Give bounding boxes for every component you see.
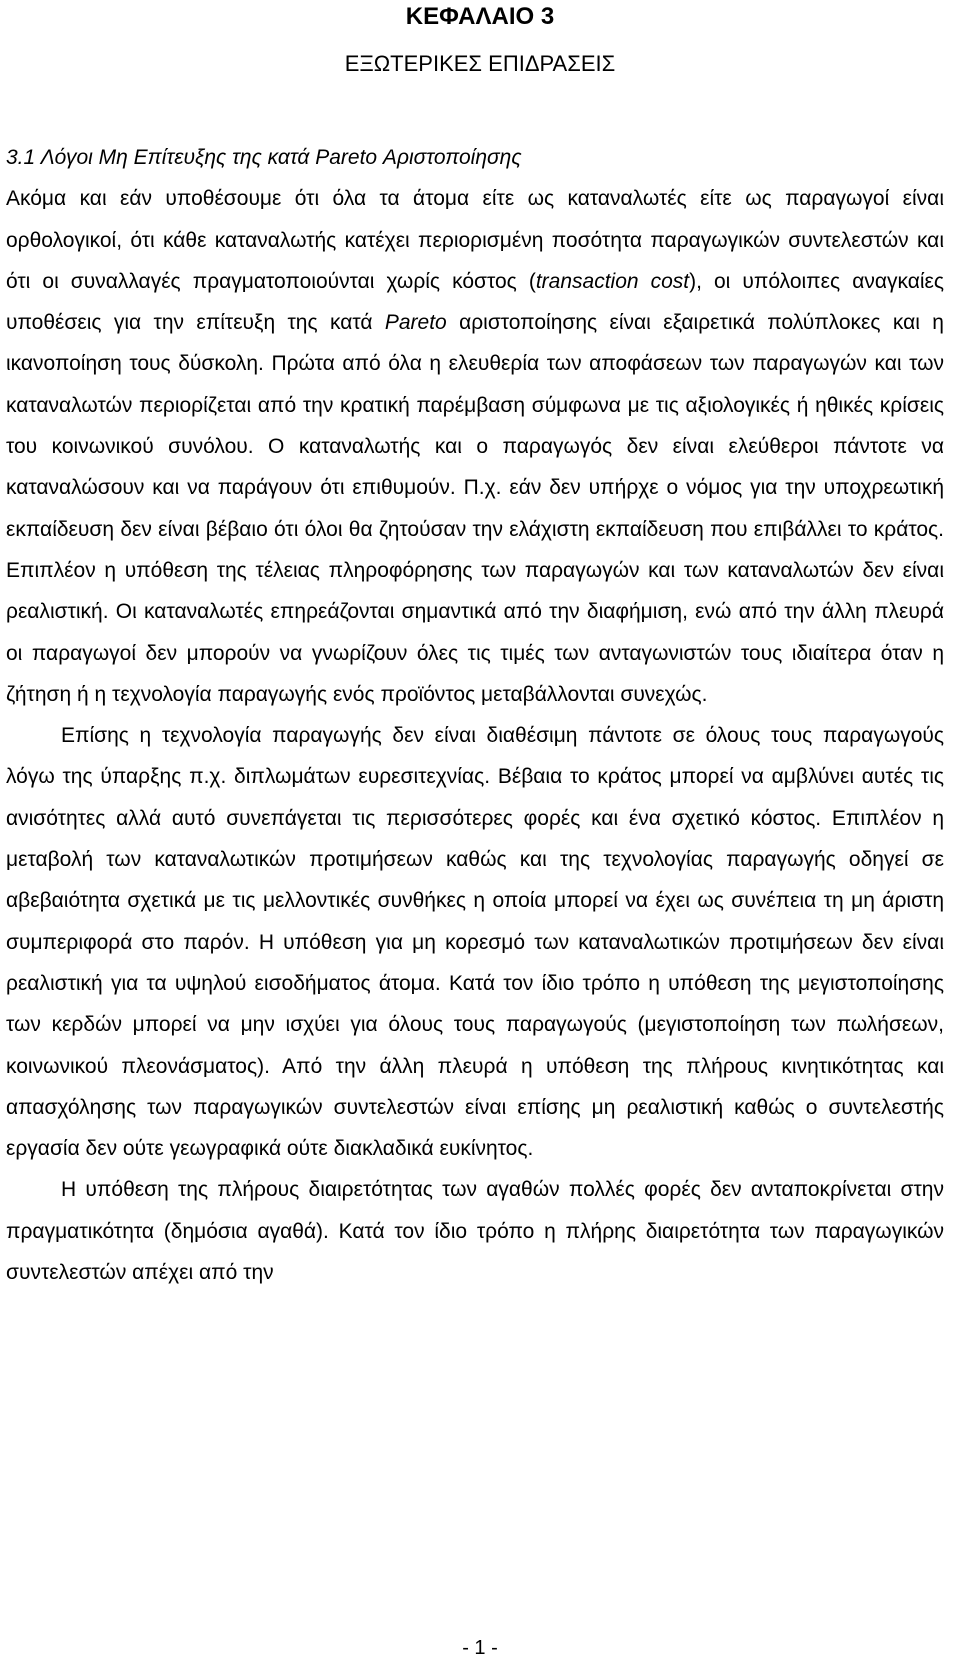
paragraph-1-part-a: Ακόμα και εάν υποθέσουμε ότι όλα τα άτομα είτε ως καταναλωτές είτε ως παραγωγοί είναι ορθολογικοί, ότι κάθε καταναλωτής κατέχει περιορισμένη ποσότητα παραγωγικών συντελεστών και ότι οι συναλλαγές πραγματοποιούνται χωρίς κόστος (: [6, 187, 944, 293]
page-number: - 1 -: [462, 1637, 498, 1659]
term-transaction-cost: transaction cost: [535, 269, 690, 293]
chapter-title: ΚΕΦΑΛΑΙΟ 3: [405, 3, 555, 30]
section-heading: 3.1 Λόγοι Μη Επίτευξης της κατά Pareto Αριστοποίησης: [6, 146, 522, 169]
chapter-subtitle: ΕΞΩΤΕΡΙΚΕΣ ΕΠΙΔΡΑΣΕΙΣ: [344, 51, 616, 76]
paragraph-3: Η υπόθεση της πλήρους διαιρετότητας των αγαθών πολλές φορές δεν ανταποκρίνεται στην πραγματικότητα (δημόσια αγαθά). Κατά τον ίδιο τρόπο η πλήρης διαιρετότητα των παραγωγικών συντελεστών απέχει από την: [6, 1178, 944, 1285]
paragraph-1-part-c: αριστοποίησης είναι εξαιρετικά πολύπλοκες και η ικανοποίηση τους δύσκολη. Πρώτα από όλα η ελευθερία των αποφάσεων των παραγωγών και των καταναλωτών περιορίζεται από την κρατική παρέμβαση σύμφωνα με τις αξιολογικές ή ηθικές κρίσεις του κοινωνικού συνόλου. Ο καταναλωτής και ο παραγωγός δεν είναι ελεύθεροι πάντοτε να καταναλώσουν και να παράγουν ότι επιθυμούν. Π.χ. εάν δεν υπήρχε ο νόμος για την υποχρεωτική εκπαίδευση δεν είναι βέβαιο ότι όλοι θα ζητούσαν την ελάχιστη εκπαίδευση που επιβάλλει το κράτος. Επιπλέον η υπόθεση της τέλειας πληροφόρησης των παραγωγών και των καταναλωτών δεν είναι ρεαλιστική. Οι καταναλωτές επηρεάζονται σημαντικά από την διαφήμιση, ενώ από την άλλη πλευρά οι παραγωγοί δεν μπορούν να γνωρίζουν όλες τις τιμές των ανταγωνιστών τους ιδιαίτερα όταν η ζήτηση ή η τεχνολογία παραγωγής ενός προϊόντος μεταβάλλονται συνεχώς.: [6, 311, 944, 706]
body-text: [6, 137, 944, 1293]
paragraph-1-part-b: ), οι υπόλοιπες αναγκαίες υποθέσεις για την επίτευξη της κατά: [6, 269, 945, 335]
paragraph-2: Επίσης η τεχνολογία παραγωγής δεν είναι διαθέσιμη πάντοτε σε όλους τους παραγωγούς λόγω της ύπαρξης π.χ. διπλωμάτων ευρεσιτεχνίας. Βέβαια το κράτος μπορεί να αμβλύνει αυτές τις ανισότητες αλλά αυτό συνεπάγεται τις περισσότερες φορές και ένα σχετικό κόστος. Επιπλέον η μεταβολή των καταναλωτικών προτιμήσεων καθώς και της τεχνολογίας παραγωγής οδηγεί σε αβεβαιότητα σχετικά με τις μελλοντικές συνθήκες η οποία μπορεί να έχει ως συνέπεια τη μη άριστη συμπεριφορά στο παρόν. Η υπόθεση για μη κορεσμό των καταναλωτικών προτιμήσεων δεν είναι ρεαλιστική για τα υψηλού εισοδήματος άτομα. Κατά τον ίδιο τρόπο η υπόθεση της μεγιστοποίησης των κερδών μπορεί να μην ισχύει για όλους τους παραγωγούς (μεγιστοποίηση των πωλήσεων, κοινωνικού πλεονάσματος). Από την άλλη πλευρά η υπόθεση της πλήρους κινητικότητας και απασχόλησης των παραγωγικών συντελεστών είναι επίσης μη ρεαλιστική καθώς ο συντελεστής εργασία δεν ούτε γεωγραφικά ούτε διακλαδικά ευκίνητος.: [6, 724, 944, 1161]
paragraph-1: [6, 178, 944, 715]
term-pareto: Pareto: [384, 311, 447, 335]
